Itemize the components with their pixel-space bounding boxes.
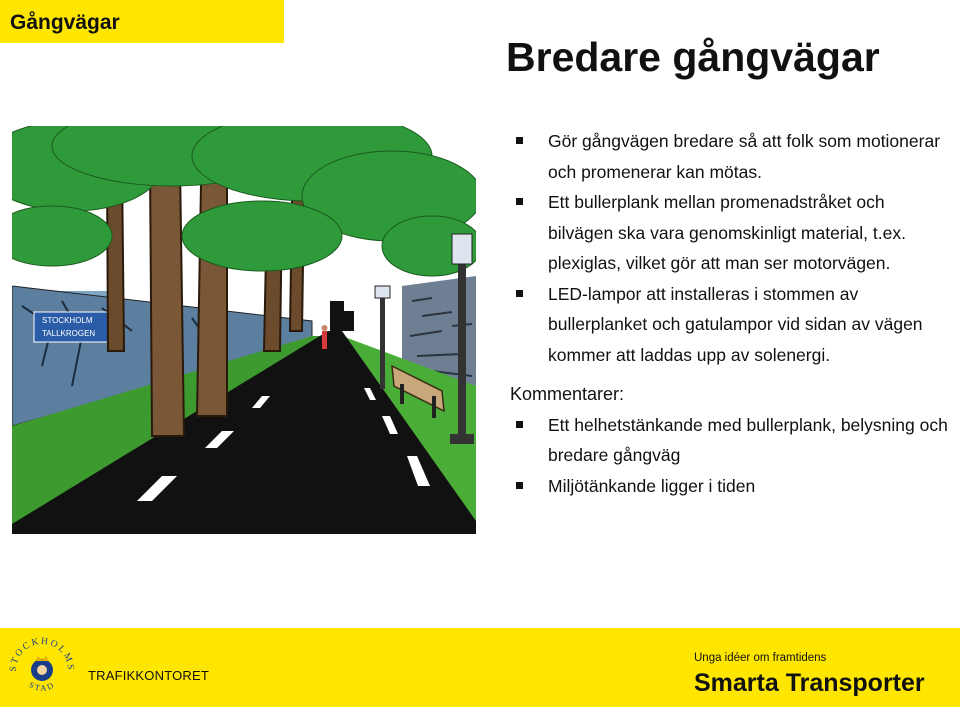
seal-bottom-text: STAD	[27, 679, 57, 694]
department-name: TRAFIKKONTORET	[88, 668, 210, 683]
comments-heading: Kommentarer:	[510, 384, 625, 404]
crown-icon	[35, 656, 49, 661]
sign-line1: STOCKHOLM	[42, 316, 93, 325]
comment-item	[510, 471, 950, 502]
section-header-bar	[0, 0, 284, 43]
section-label: Gångvägar	[10, 11, 120, 34]
path-illustration	[12, 126, 476, 534]
bullet-item	[510, 187, 950, 279]
slide-title: Bredare gångvägar	[506, 34, 880, 80]
bullet-marker	[516, 137, 523, 144]
stockholm-seal-logo	[6, 632, 78, 704]
footer-brand: Smarta Transporter	[694, 669, 925, 697]
comment-text: Miljötänkande ligger i tiden	[548, 475, 756, 496]
bullet-text: Gör gångvägen bredare så att folk som motionerar och promenerar kan mötas.	[548, 131, 941, 182]
bullet-marker	[516, 482, 523, 489]
seal-top-text: STOCKHOLMS	[8, 636, 76, 672]
walker-figure	[322, 325, 328, 349]
illustration-svg	[12, 126, 476, 534]
comment-text: Ett helhetstänkande med bullerplank, belysning och bredare gångväg	[548, 414, 948, 465]
bullet-item	[510, 279, 950, 371]
content-area	[510, 126, 950, 501]
footer-tagline: Unga idéer om framtidens	[694, 652, 827, 664]
comment-item	[510, 410, 950, 471]
bullet-text: Ett bullerplank mellan promenadstråket och bilvägen ska vara genomskinligt material, t.ex. plexiglas, vilket gör att man ser motorvägen.	[548, 192, 906, 273]
bullet-marker	[516, 198, 523, 205]
svg-text:STAD	[27, 679, 57, 693]
bullet-text: LED-lampor att installeras i stommen av bullerplanket och gatulampor vid sidan av vägen kommer att laddas upp av solenergi.	[548, 283, 923, 365]
footer-bar	[0, 628, 960, 707]
bullet-marker	[516, 290, 523, 297]
bullet-item	[510, 126, 950, 187]
sign-line2: TALLKROGEN	[42, 329, 96, 338]
bullet-marker	[516, 421, 523, 428]
